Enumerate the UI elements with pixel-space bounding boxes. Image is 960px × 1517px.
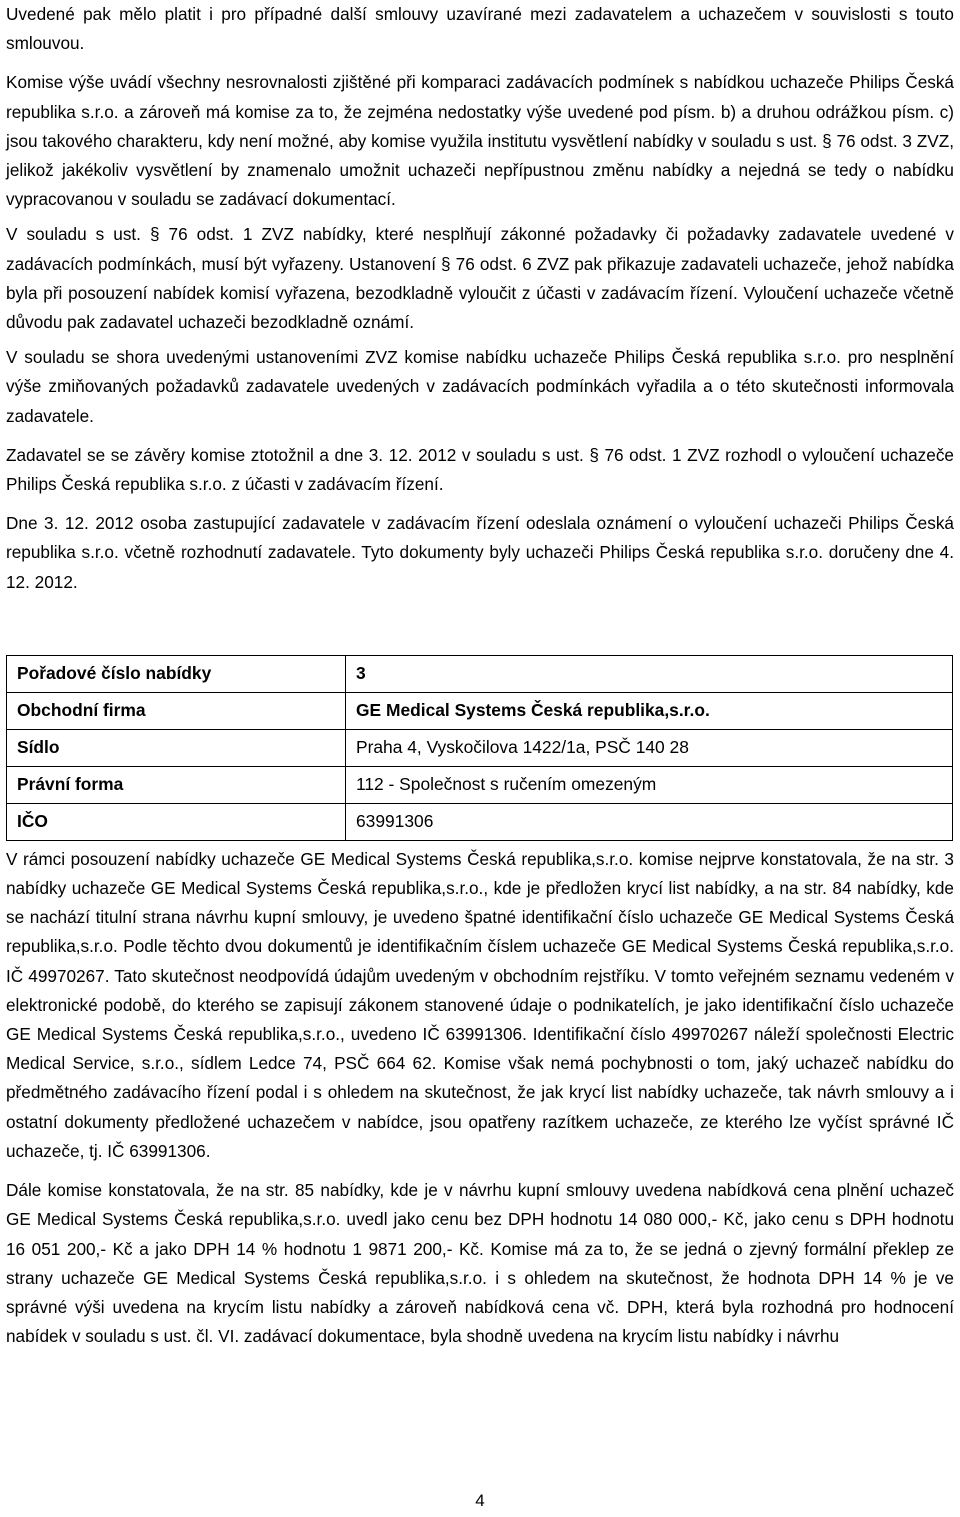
paragraph: Dne 3. 12. 2012 osoba zastupující zadavatele v zadávacím řízení odeslala oznámení o vyloučení uchazeči Philips Česká republika s.r.o. včetně rozhodnutí zadavatele. Tyto dokumenty byly uchazeči Philips Česká republika s.r.o. doručeny dne 4. 12. 2012. xyxy=(6,513,954,592)
table-row xyxy=(7,729,953,766)
paragraph: V rámci posouzení nabídky uchazeče GE Medical Systems Česká republika,s.r.o. komise nejprve konstatovala, že na str. 3 nabídky uchazeče GE Medical Systems Česká republika,s.r.o., kde je předložen krycí list nabídky, a na str. 84 nabídky, kde se nachází titulní strana návrhu kupní smlouvy, je uvedeno špatné identifikační číslo uchazeče GE Medical Systems Česká republika,s.r.o. Podle těchto dvou dokumentů je identifikačním číslem uchazeče GE Medical Systems Česká republika,s.r.o. IČ 49970267. Tato skutečnost neodpovídá údajům uvedeným v obchodním rejstříku. V tomto veřejném seznamu vedeném v elektronické podobě, do kterého se zapisují zákonem stanovené údaje o podnikatelích, je jako identifikační číslo uchazeče GE Medical Systems Česká republika,s.r.o., uvedeno IČ 63991306. Identifikační číslo 49970267 náleží společnosti Electric Medical Service, s.r.o., sídlem Ledce 74, PSČ 664 62. Komise však nemá pochybnosti o tom, jaký uchazeč nabídku do předmětného zadávacího řízení podal i s ohledem na skutečnost, že jak krycí list nabídky uchazeče, tak návrh smlouvy a i ostatní dokumenty předložené uchazečem v nabídce, jsou opatřeny razítkem uchazeče, ze kterého lze vyčíst správné IČ uchazeče, tj. IČ 63991306. xyxy=(6,848,954,1161)
table-key: Právní forma xyxy=(7,766,346,803)
page-number: 4 xyxy=(475,1491,485,1510)
paragraph: V souladu se shora uvedenými ustanoveními ZVZ komise nabídku uchazeče Philips Česká republika s.r.o. pro nesplnění výše zmiňovaných požadavků zadavatele uvedených v zadávacích podmínkách vyřadila a o této skutečnosti informovala zadavatele. xyxy=(6,347,954,426)
paragraph: Komise výše uvádí všechny nesrovnalosti zjištěné při komparaci zadávacích podmínek s nabídkou uchazeče Philips Česká republika s.r.o. a zároveň má komise za to, že zejména nedostatky výše uvedené pod písm. b) a druhou odrážkou písm. c) jsou takového charakteru, kdy není možné, aby komise využila institutu vysvětlení nabídky v souladu s ust. § 76 odst. 3 ZVZ, jelikož jakékoliv vysvětlení by znamenalo umožnit uchazeči nepřípustnou změnu nabídky a nejedná se tedy o nabídku vypracovanou v souladu se zadávací dokumentací. xyxy=(6,72,954,210)
table-key: Pořadové číslo nabídky xyxy=(7,655,346,692)
table-value: 3 xyxy=(346,655,953,692)
table-key: Obchodní firma xyxy=(7,692,346,729)
table-key: Sídlo xyxy=(7,729,346,766)
table-row xyxy=(7,803,953,840)
paragraph: V souladu s ust. § 76 odst. 1 ZVZ nabídky, které nesplňují zákonné požadavky či požadavky zadavatele uvedené v zadávacích podmínkách, musí být vyřazeny. Ustanovení § 76 odst. 6 ZVZ pak přikazuje zadavateli uchazeče, jehož nabídka byla při posouzení nabídek komisí vyřazena, bezodkladně vyloučit z účasti v zadávacím řízení. Vyloučení uchazeče včetně důvodu pak zadavatel uchazeči bezodkladně oznámí. xyxy=(6,224,954,333)
table-key: IČO xyxy=(7,803,346,840)
paragraph: Zadavatel se se závěry komise ztotožnil a dne 3. 12. 2012 v souladu s ust. § 76 odst. 1 ZVZ rozhodl o vyloučení uchazeče Philips Česká republika s.r.o. z účasti v zadávacím řízení. xyxy=(6,444,954,495)
paragraph: Uvedené pak mělo platit i pro případné další smlouvy uzavírané mezi zadavatelem a uchazečem v souvislosti s touto smlouvou. xyxy=(6,4,954,54)
offer-info-table xyxy=(6,655,953,841)
table-value: GE Medical Systems Česká republika,s.r.o. xyxy=(346,692,953,729)
table-row xyxy=(7,692,953,729)
table-value: 63991306 xyxy=(346,803,953,840)
paragraph: Dále komise konstatovala, že na str. 85 nabídky, kde je v návrhu kupní smlouvy uvedena nabídková cena plnění uchazeč GE Medical Systems Česká republika,s.r.o. uvedl jako cenu bez DPH hodnotu 14 080 000,- Kč, jako cenu s DPH hodnotu 16 051 200,- Kč a jako DPH 14 % hodnotu 1 9871 200,- Kč. Komise má za to, že se jedná o zjevný formální překlep ze strany uchazeče GE Medical Systems Česká republika,s.r.o. i s ohledem na skutečnost, že hodnota DPH 14 % je ve správné výši uvedena na krycím listu nabídky a zároveň nabídková cena vč. DPH, která byla rozhodná pro hodnocení nabídek v souladu s ust. čl. VI. zadávací dokumentace, byla shodně uvedena na krycím listu nabídky i návrhu xyxy=(6,1180,954,1347)
table-row xyxy=(7,766,953,803)
table-value: 112 - Společnost s ručením omezeným xyxy=(346,766,953,803)
table-row xyxy=(7,655,953,692)
document-page xyxy=(6,0,954,1351)
table-value: Praha 4, Vyskočilova 1422/1a, PSČ 140 28 xyxy=(346,729,953,766)
